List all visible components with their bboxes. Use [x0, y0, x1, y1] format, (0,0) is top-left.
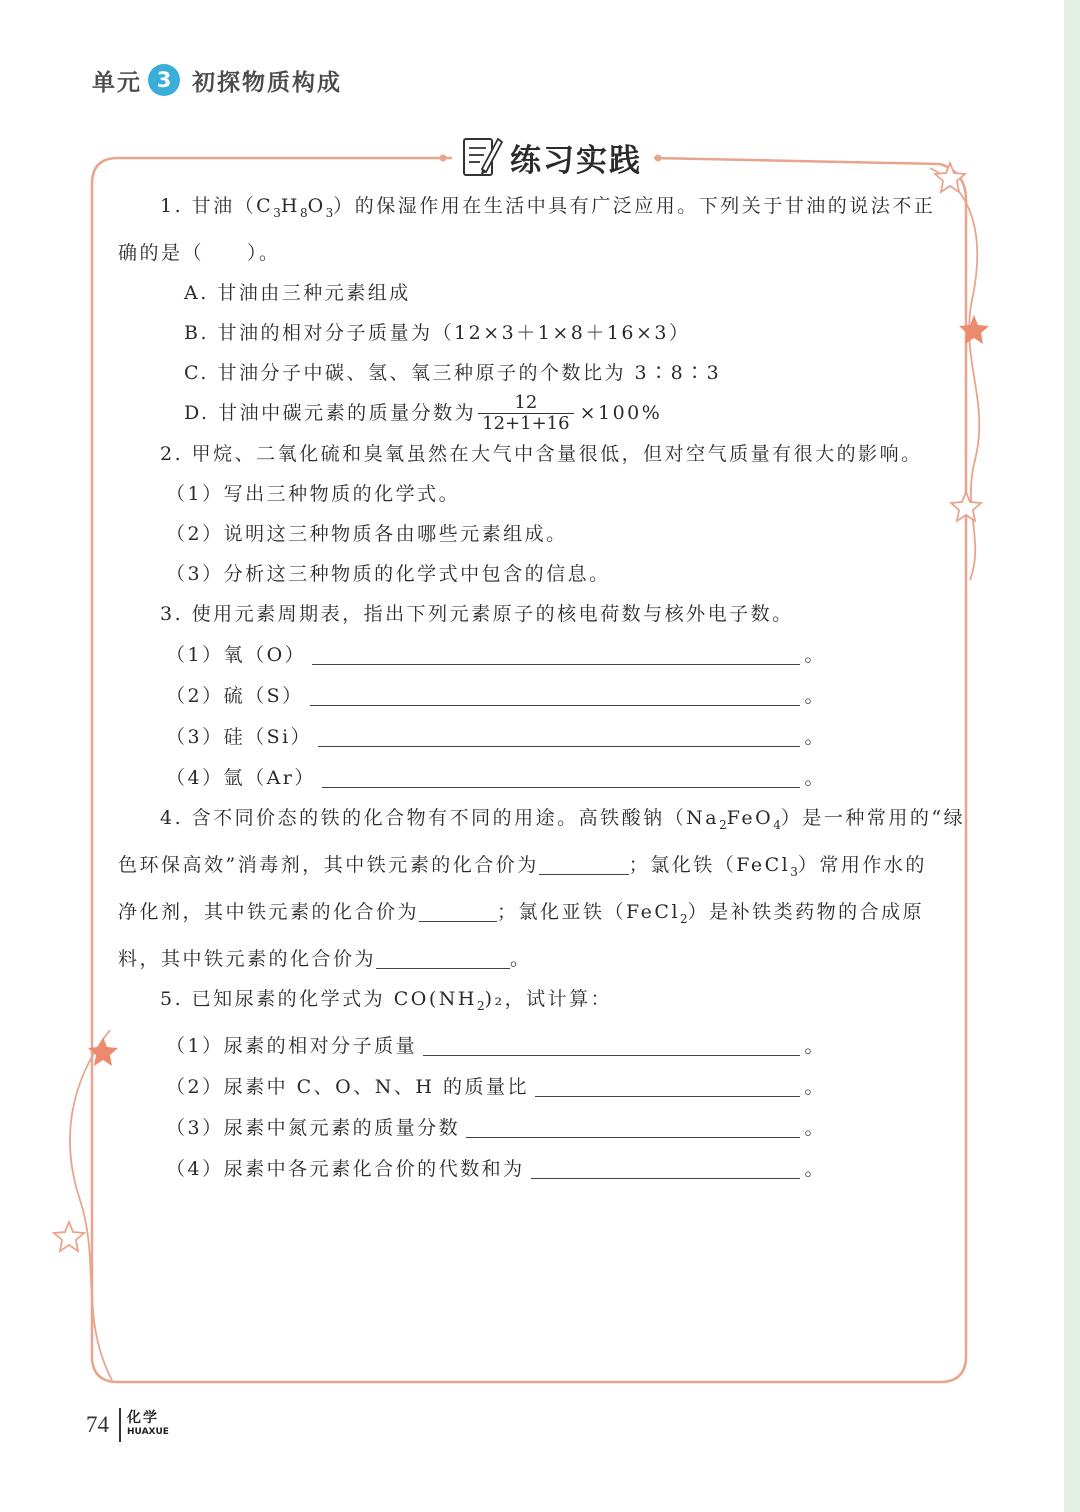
fraction: $\frac{12}{12+1+16}$ [478, 393, 573, 434]
q4-line3: 净化剂，其中铁元素的化合价为 ；氯化亚铁（FeCl$_2$）是补铁类药物的合成原 [118, 892, 946, 939]
q3-item-1: （1）氧（O） 。 [118, 634, 826, 675]
unit-label: 单元 [92, 69, 142, 96]
unit-title: 初探物质构成 [192, 69, 342, 96]
star-outline-icon [54, 1222, 84, 1251]
q3-item-4: （4）氩（Ar） 。 [118, 757, 826, 798]
q3-item-2: （2）硫（S） 。 [118, 675, 826, 716]
q2-sub2: （2）说明这三种物质各由哪些元素组成。 [166, 523, 568, 546]
q4-line1: 4. 含不同价态的铁的化合物有不同的用途。高铁酸钠$(Na_2FeO_4)$是一种常用的“绿 [160, 807, 966, 833]
answer-blank[interactable] [466, 1111, 800, 1138]
subject-label: 化学 HUAXUE [127, 1410, 169, 1437]
answer-blank[interactable] [376, 942, 510, 969]
q5-stem: 5. 已知尿素的化学式为 $CO(NH_2)_2$，试计算： [160, 987, 613, 1013]
q4-line2: 色环保高效”消毒剂，其中铁元素的化合价为 ；氯化铁（FeCl$_3$）常用作水的 [118, 845, 946, 892]
q5-item-4: （4）尿素中各元素化合价的代数和为 。 [118, 1148, 826, 1189]
frame-dot-right [655, 155, 662, 162]
q4-line4: 料，其中铁元素的化合价为 。 [118, 939, 946, 979]
answer-blank[interactable] [539, 848, 629, 875]
q5-item-1: （1）尿素的相对分子质量 。 [118, 1025, 826, 1066]
notebook-pen-icon [460, 133, 504, 181]
answer-blank[interactable] [318, 720, 800, 747]
frame-dot-left [440, 155, 447, 162]
q5-item-2: （2）尿素中 C、O、N、H 的质量比 。 [118, 1066, 826, 1107]
footer-divider [119, 1408, 121, 1442]
q1-option-b: B. 甘油的相对分子质量为（12×3＋1×8＋16×3） [184, 321, 691, 344]
page-number: 74 [86, 1412, 109, 1437]
section-title [460, 132, 652, 182]
answer-blank[interactable] [310, 679, 801, 706]
page-footer [86, 1408, 169, 1442]
q1-option-d: D. 甘油中碳元素的质量分数为 $\frac{12}{12+1+16}$ ×100% [184, 392, 663, 435]
answer-blank[interactable] [423, 1029, 800, 1056]
answer-blank[interactable] [535, 1070, 801, 1097]
q2-sub1: （1）写出三种物质的化学式。 [166, 483, 461, 506]
q3-stem: 3. 使用元素周期表，指出下列元素原子的核电荷数与核外电子数。 [160, 603, 794, 626]
answer-blank[interactable] [312, 638, 800, 665]
q1-option-a: A. 甘油由三种元素组成 [184, 281, 411, 304]
answer-blank[interactable] [322, 761, 801, 788]
q2-sub3: （3）分析这三种物质的化学式中包含的信息。 [166, 563, 611, 586]
q1-option-c: C. 甘油分子中碳、氢、氧三种原子的个数比为 3∶8∶3 [184, 361, 722, 384]
unit-number-badge: 3 [148, 64, 180, 96]
q1-stem-line1: 1. 甘油$(C_3H_8O_3)$的保湿作用在生活中具有广泛应用。下列关于甘油的说法不正 [160, 195, 936, 220]
q5-item-3: （3）尿素中氮元素的质量分数 。 [118, 1107, 826, 1148]
q3-item-3: （3）硅（Si） 。 [118, 716, 826, 757]
answer-blank[interactable] [531, 1152, 801, 1179]
q2-stem: 2. 甲烷、二氧化硫和臭氧虽然在大气中含量很低，但对空气质量有很大的影响。 [160, 443, 923, 466]
answer-blank[interactable] [419, 895, 497, 922]
exercise-content [118, 186, 966, 1189]
q1-stem-line2: 确的是（ ）。 [118, 241, 281, 264]
star-filled-icon [959, 315, 989, 344]
section-title-text: 练习实践 [510, 142, 642, 179]
